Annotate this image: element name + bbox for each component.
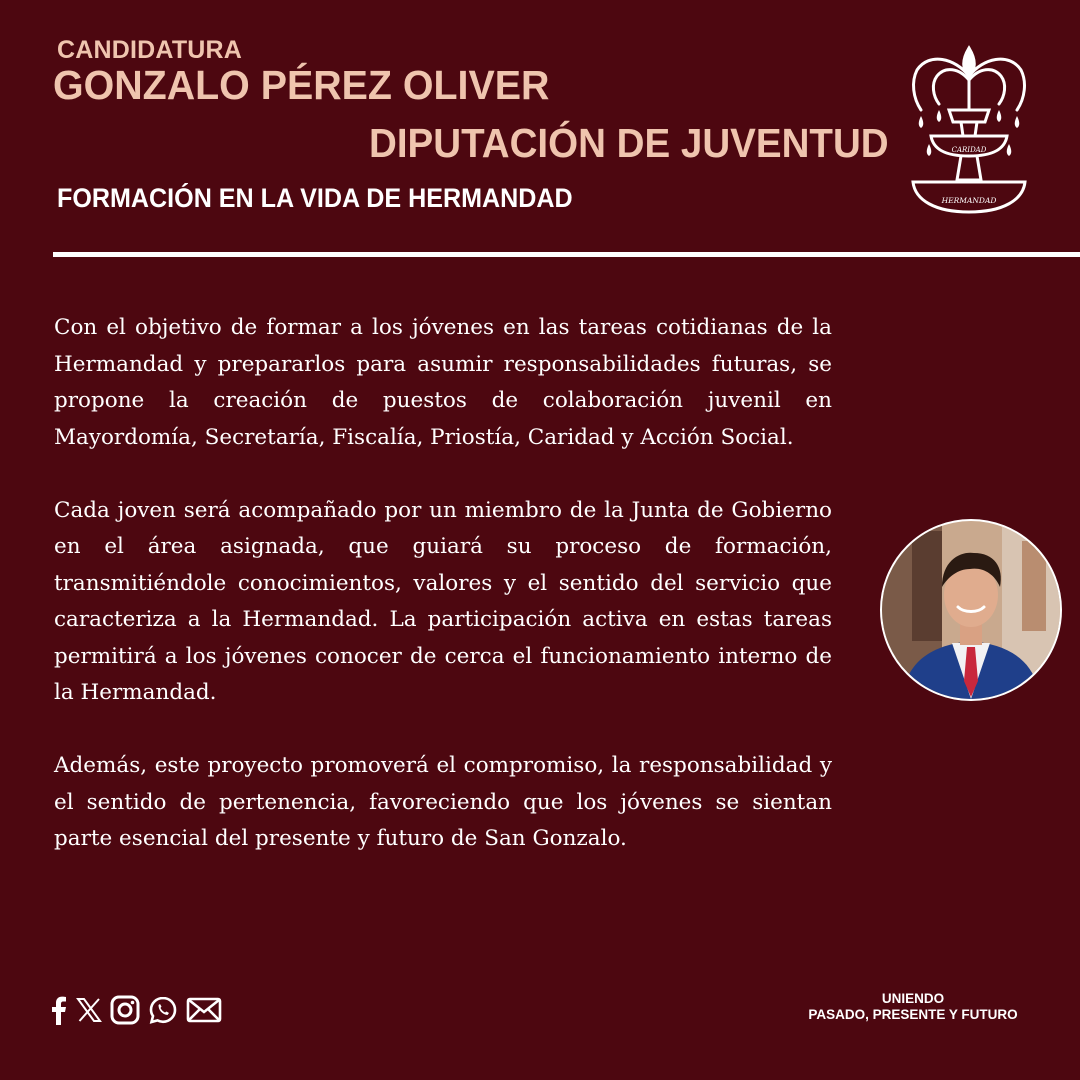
footer-slogan xyxy=(790,991,1036,1023)
candidate-avatar xyxy=(880,519,1062,701)
logo-ribbon-bottom: HERMANDAD xyxy=(941,196,997,205)
paragraph-3: Además, este proyecto promoverá el compromiso, la responsabilidad y el sentido de pertenencia, favoreciendo que los jóvenes se sientan parte esencial del presente y futuro de San Gonzalo. xyxy=(54,753,832,851)
paragraph-1: Con el objetivo de formar a los jóvenes en las tareas cotidianas de la Hermandad y prepararlos para asumir responsabilidades futuras, se propone la creación de puestos de colaboración juvenil en Mayordomía, Secretaría, Fiscalía, Priostía, Caridad y Acción Social. xyxy=(54,315,832,450)
body-content xyxy=(54,310,832,894)
instagram-icon[interactable] xyxy=(110,995,140,1030)
slogan-line-2: PASADO, PRESENTE Y FUTURO xyxy=(808,1007,1018,1022)
slogan-line-1: UNIENDO xyxy=(881,991,945,1006)
fountain-emblem-icon xyxy=(905,40,1033,220)
candidate-name: GONZALO PÉREZ OLIVER xyxy=(53,62,550,108)
paragraph-2: Cada joven será acompañado por un miembro de la Junta de Gobierno en el área asignada, que guiará su proceso de formación, transmitiéndole conocimientos, valores y el sentido del servicio que caracteriza a la Hermandad. La participación activa en estas tareas permitirá a los jóvenes conocer de cerca el funcionamiento interno de la Hermandad. xyxy=(54,497,832,705)
whatsapp-icon[interactable] xyxy=(148,995,178,1030)
mail-icon[interactable] xyxy=(186,996,222,1029)
header-divider xyxy=(53,252,1080,257)
logo-ribbon-top: CARIDAD xyxy=(951,146,987,154)
x-twitter-icon[interactable] xyxy=(76,997,102,1028)
page-subtitle: FORMACIÓN EN LA VIDA DE HERMANDAD xyxy=(57,183,573,213)
facebook-icon[interactable] xyxy=(50,995,68,1030)
department-title: DIPUTACIÓN DE JUVENTUD xyxy=(369,120,889,166)
eyebrow-label: CANDIDATURA xyxy=(57,36,243,64)
social-icons xyxy=(50,994,222,1030)
